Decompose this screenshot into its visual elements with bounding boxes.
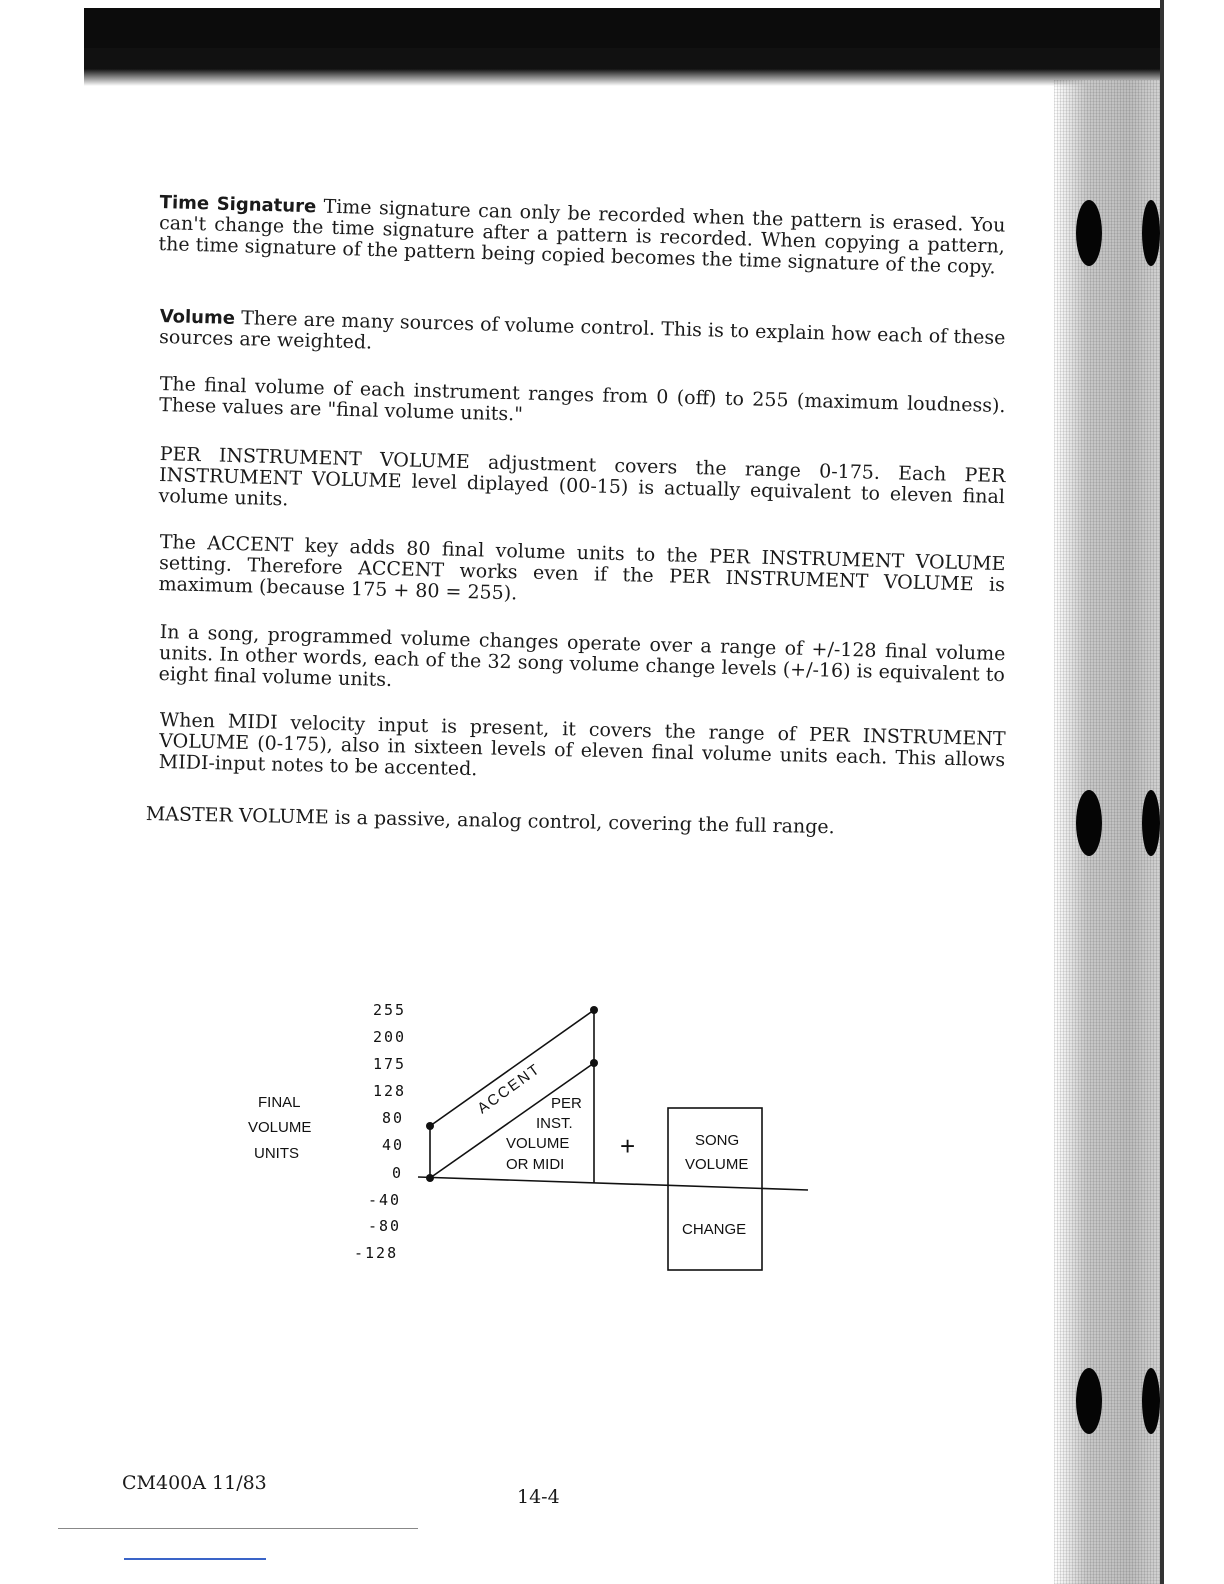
tick-label: 175 [373,1055,407,1073]
midi-velocity-paragraph: When MIDI velocity input is present, it covers the range of PER INSTRUMENT VOLUME (0-175), also in sixteen levels of eleven final volume units each. This allows MIDI-input notes to be accented. [158,709,1006,781]
accent-start-dot [426,1122,434,1130]
volume-paragraph [159,306,1006,370]
tick-label: 0 [392,1164,404,1182]
time-signature-heading: Time Signature [159,192,317,218]
per-instrument-paragraph: PER INSTRUMENT VOLUME adjustment covers the range 0-175. Each PER INSTRUMENT VOLUME level diplayed (00-15) is actually equivalent to eleven final volume units. [158,443,1006,511]
song-volume-paragraph: In a song, programmed volume changes operate over a range of +/-128 final volume units. In other words, each of the 32 song volume change levels (+/-16) is equivalent to eight final volume units. [158,621,1006,692]
tick-label: -80 [368,1217,402,1235]
origin-dot [426,1174,434,1182]
top-scan-shadow [84,48,1164,86]
zero-baseline [418,1177,808,1190]
time-signature-text: Time signature can only be recorded when the pattern is erased. You can't change the time signature after a pattern is recorded. When copying a pattern, the time signature of the pattern being copied becomes the time signature of the copy. [158,195,1006,279]
footer-rule [58,1528,418,1529]
master-volume-paragraph: MASTER VOLUME is a passive, analog control, covering the full range. [145,803,835,839]
max-255-dot [590,1006,598,1014]
inst-label-line-1: PER [551,1095,582,1112]
time-signature-paragraph [158,192,1005,279]
document-id: CM400A 11/83 [122,1472,267,1494]
tick-label: 40 [382,1136,405,1154]
axis-label-line-1: FINAL [258,1094,301,1111]
axis-label-line-3: UNITS [254,1145,299,1162]
accent-label: ACCENT [474,1060,544,1118]
song-label-line-2: VOLUME [685,1156,749,1173]
punch-hole-icon [1142,790,1160,856]
top-black-bar [84,8,1164,48]
final-volume-paragraph: The final volume of each instrument ranges from 0 (off) to 255 (maximum loudness). These values are "final volume units." [158,373,1006,426]
axis-label-line-2: VOLUME [248,1119,312,1136]
inst-label-line-3: VOLUME [506,1135,570,1152]
volume-heading: Volume [159,306,236,329]
punch-hole-icon [1076,200,1102,266]
tick-label: -128 [354,1244,399,1262]
punch-hole-icon [1076,1368,1102,1434]
volume-diagram [230,990,830,1290]
page-number: 14-4 [517,1486,560,1508]
tick-label: 80 [382,1109,405,1127]
tick-label: 128 [373,1082,407,1100]
change-label: CHANGE [682,1221,747,1238]
tick-label: 200 [373,1028,407,1046]
volume-text: There are many sources of volume control. This is to explain how each of these sources are weighted. [158,307,1006,354]
tick-label: -40 [368,1191,402,1209]
accent-paragraph: The ACCENT key adds 80 final volume units to the PER INSTRUMENT VOLUME setting. Therefore ACCENT works even if the PER INSTRUMENT VOLUME is maximum (because 175 + 80 = 255). [158,531,1006,605]
max-175-dot [590,1059,598,1067]
inst-label-line-4: OR MIDI [506,1156,565,1173]
bottom-blue-line [124,1558,266,1560]
inst-label-line-2: INST. [536,1115,573,1132]
punch-hole-icon [1142,1368,1160,1434]
song-label-line-1: SONG [695,1132,740,1149]
punch-hole-icon [1076,790,1102,856]
plus-sign: + [620,1131,636,1161]
tick-label: 255 [373,1001,407,1019]
punch-hole-icon [1142,200,1160,266]
